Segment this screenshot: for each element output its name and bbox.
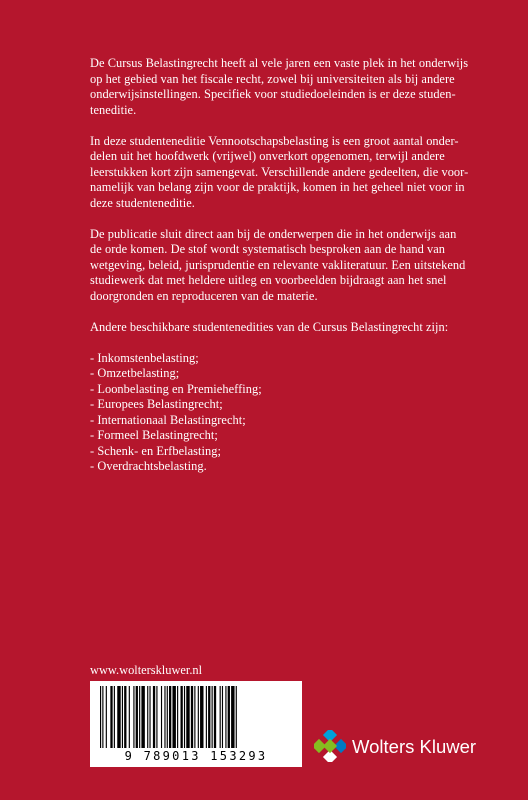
paragraph-editions: [90, 320, 465, 336]
list-item: - Inkomstenbelasting;: [90, 350, 199, 365]
text-line: studiewerk dat met heldere uitleg en voorbeelden bijdraagt aan het snel: [90, 273, 447, 287]
paragraph-intro: [90, 56, 469, 118]
text-line: onderwijsinstellingen. Specifiek voor studiedoeleinden is er deze studen-: [90, 87, 456, 101]
publisher-name: Wolters Kluwer: [352, 736, 477, 757]
barcode-bars: [96, 686, 296, 748]
barcode: [90, 681, 302, 767]
website-url: www.wolterskluwer.nl: [90, 663, 203, 677]
text-line: leerstukken kort zijn samengevat. Verschillende andere gedeelten, die voor-: [90, 164, 469, 179]
text-line: wetgeving, beleid, jurisprudentie en relevante vakliteratuur. Een uitstekend: [90, 257, 466, 272]
text-line: de orde komen. De stof wordt systematisch besproken aan de hand van: [90, 242, 446, 256]
text-line: teneditie.: [90, 102, 137, 117]
list-item: - Formeel Belastingrecht;: [90, 428, 218, 442]
text-line: Andere beschikbare studentenedities van de Cursus Belastingrecht zijn:: [90, 319, 449, 334]
list-item: - Schenk- en Erfbelasting;: [90, 443, 222, 458]
text-line: namelijk van belang zijn voor de praktijk, komen in het geheel niet voor in: [90, 180, 465, 194]
list-item: - Internationaal Belastingrecht;: [90, 412, 246, 427]
paragraph-publication: [90, 227, 465, 305]
blurb: [90, 56, 469, 475]
text-line: De publicatie sluit direct aan bij de onderwerpen die in het onderwijs aan: [90, 226, 457, 241]
text-line: In deze studenteneditie Vennootschapsbelasting is een groot aantal onder-: [90, 133, 459, 148]
wolters-kluwer-logo-icon: [314, 730, 346, 762]
text-line: De Cursus Belastingrecht heeft al vele jaren een vaste plek in het onderwijs: [90, 56, 469, 70]
isbn-number: 9 789013 153293: [124, 749, 268, 763]
list-item: - Omzetbelasting;: [90, 366, 180, 380]
list-item: - Overdrachtsbelasting.: [90, 459, 207, 473]
paragraph-contents: [90, 133, 469, 212]
list-item: - Europees Belastingrecht;: [90, 397, 223, 411]
text-line: deze studenteneditie.: [90, 195, 195, 210]
text-line: delen uit het hoofdwerk (vrijwel) onverkort opgenomen, terwijl andere: [90, 149, 445, 163]
text-line: op het gebied van het fiscale recht, zowel bij universiteiten als bij andere: [90, 71, 455, 86]
list-item: - Loonbelasting en Premieheffing;: [90, 381, 262, 396]
editions-list: [90, 351, 465, 475]
text-line: doorgronden en reproduceren van de materie.: [90, 288, 318, 303]
